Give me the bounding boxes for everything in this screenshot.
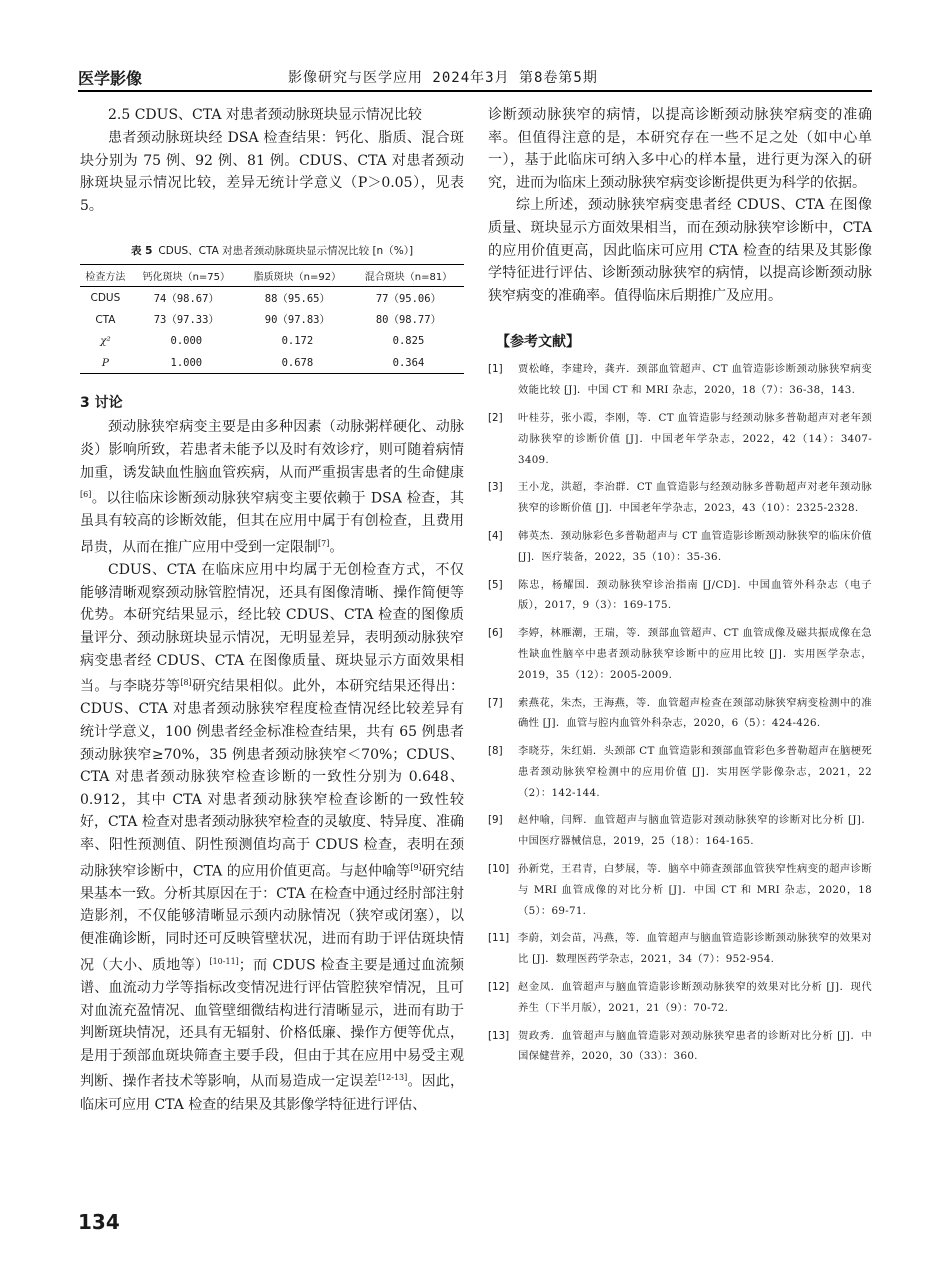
reference-text: 叶桂芬，张小霞，李刚，等．CT 血管造影与经颈动脉多普勒超声对老年颈动脉狭窄的诊断价值 [J]．中国老年学杂志，2022，42（14）：3407-3409. <box>518 411 872 466</box>
reference-text: 李婷，林雁潮，王瑞，等．颈部血管超声、CT 血管成像及磁共振成像在急性缺血性脑卒中患者颈动脉狭窄诊断中的应用比较 [J]．实用医学杂志，2019，35（12）：2005-2009. <box>518 627 872 681</box>
table-cell: 90（97.83） <box>264 314 331 327</box>
reference-item <box>488 623 872 685</box>
reference-item <box>488 477 872 519</box>
reference-number: [3] <box>488 481 503 494</box>
table-5 <box>80 264 464 374</box>
citation[interactable]: [7] <box>318 539 330 548</box>
reference-item <box>488 810 872 852</box>
table-row <box>80 352 464 374</box>
table-cell: 0.364 <box>392 356 425 369</box>
table-cell: 0.172 <box>281 335 314 348</box>
reference-number: [12] <box>488 981 510 994</box>
table-cell: 1.000 <box>170 356 203 369</box>
reference-item <box>488 526 872 568</box>
table-cell: 0.000 <box>170 335 203 348</box>
reference-item <box>488 693 872 735</box>
reference-text: 索燕花，朱杰，王海燕，等．血管超声检查在颈部动脉狭窄病变检测中的准确性 [J]．血管与腔内血管外科杂志，2020，6（5）：424-426. <box>518 696 872 730</box>
page-number: 134 <box>78 1210 120 1234</box>
table-cell: P <box>101 356 109 369</box>
reference-item <box>488 928 872 970</box>
table-cell: 73（97.33） <box>153 314 219 327</box>
table-header-cell: 检查方法 <box>80 265 131 287</box>
table-cell: 0.678 <box>281 356 314 369</box>
right-column <box>488 104 872 1074</box>
reference-number: [11] <box>488 932 510 945</box>
discussion-paragraph-2: CDUS、CTA 在临床应用中均属于无创检查方式，不仅能够清晰观察颈动脉管腔情况，还具有图像清晰、操作简便等优势。本研究结果显示，经比较 CDUS、CTA 检查的图像质量评分、颈动脉斑块显示情况，无明显差异，表明颈动脉狭窄病变患者经 CDUS、CTA 在图像质量、斑块显示方面效果相当。与李晓芬等[8]研究结果相似。此外，本研究结果还得出：CDUS、CTA 对患者颈动脉狭窄程度检查情况经比较差异有统计学意义，100 例患者经金标准检查结果，共有 65 例患者颈动脉狭窄≥70%，35 例患者颈动脉狭窄＜70%；CDUS、CTA 对患者颈动脉狭窄检查诊断的一致性分别为 0.648、0.912，其中 CTA 对患者颈动脉狭窄检查诊断的一致性较好，CTA 检查对患者颈动脉狭窄检查的灵敏度、特异度、准确率、阳性预测值、阴性预测值均高于 CDUS 检查，表明在颈动脉狭窄诊断中，CTA 的应用价值更高。与赵仲喻等[9]研究结果基本一致。分析其原因在于：CTA 在检查中通过经肘部注射造影剂，不仅能够清晰显示颈内动脉情况（狭窄或闭塞），以便准确诊断，同时还可反映管壁状况，进而有助于评估斑块情况（大小、质地等）[10-11]；而 CDUS 检查主要是通过血流频谱、血流动力学等指标改变情况进行评估管腔狭窄情况，且可对血流充盈情况、血管壁细微结构进行清晰显示，进而有助于判断斑块情况，还具有无辐射、价格低廉、操作方便等优点，是用于颈部血斑块筛查主要手段，但由于其在应用中易受主观判断、操作者技术等影响，从而易造成一定误差[12-13]。因此，临床可应用 CTA 检查的结果及其影像学特征进行评估、 <box>80 562 465 1113</box>
reference-number: [4] <box>488 529 503 542</box>
citation[interactable]: [9] <box>410 862 422 872</box>
section-2-5-paragraph: 患者颈动脉斑块经 DSA 检查结果：钙化、脂质、混合斑块分别为 75 例、92 例、81 例。CDUS、CTA 对患者颈动脉斑块显示情况比较，差异无统计学意义（P＞0.05），见表 5。 <box>80 130 464 214</box>
table-cell: CTA <box>95 313 116 326</box>
reference-number: [2] <box>488 411 503 424</box>
table-header-row <box>80 265 464 287</box>
reference-number: [7] <box>488 696 503 709</box>
citation[interactable]: [10-11] <box>209 956 239 966</box>
reference-text: 陈忠，杨耀国．颈动脉狭窄诊治指南 [J/CD]．中国血管外科杂志（电子版），2017，9（3）：169-175. <box>518 578 872 612</box>
table-cell: 88（95.65） <box>264 292 331 305</box>
table-5-label: 表 5 <box>130 245 153 258</box>
table-header-cell: 钙化斑块（n=75） <box>131 265 242 287</box>
discussion-paragraph-3: 诊断颈动脉狭窄的病情，以提高诊断颈动脉狭窄病变的准确率。但值得注意的是，本研究存在一些不足之处（如中心单一），基于此临床可纳入多中心的样本量，进行更为深入的研究，进而为临床上颈动脉狭窄病变诊断提供更为科学的依据。 <box>488 107 872 191</box>
reference-text: 王小龙，洪超，李治群．CT 血管造影与经颈动脉多普勒超声对老年颈动脉狭窄的诊断价值 [J]．中国老年学杂志，2023，43（10）：2325-2328. <box>518 481 872 515</box>
discussion-paragraph-1: 颈动脉狭窄病变主要是由多种因素（动脉粥样硬化、动脉炎）影响所致，若患者未能予以及时有效诊疗，则可随着病情加重，诱发缺血性脑血管疾病，从而严重损害患者的生命健康[6]。以往临床诊断颈动脉狭窄病变主要依赖于 DSA 检查，其虽具有较高的诊断效能，但其在应用中属于有创检查，且费用昂贵，从而在推广应用中受到一定限制[7]。 <box>80 419 464 556</box>
reference-text: 李蔚，刘会苗，冯燕，等．血管超声与脑血管造影诊断颈动脉狭窄的效果对比 [J]．数理医药学杂志，2021，34（7）：952-954. <box>518 932 872 966</box>
section-2-5-title: 2.5 CDUS、CTA 对患者颈动脉斑块显示情况比较 <box>108 107 422 123</box>
journal-issue-info: 影像研究与医学应用 2024年3月 第8卷第5期 <box>288 70 598 86</box>
reference-text: 赵金凤．血管超声与脑血管造影诊断颈动脉狭窄的效果对比分析 [J]．现代养生（下半月版），2021，21（9）：70-72. <box>518 981 872 1014</box>
reference-number: [1] <box>488 363 503 376</box>
table-cell: 77（95.06） <box>375 292 442 305</box>
table-5-title: CDUS、CTA 对患者颈动脉斑块显示情况比较 [n（%）] <box>158 245 414 258</box>
citation[interactable]: [8] <box>180 678 192 688</box>
table-cell: 74（98.67） <box>153 292 219 305</box>
reference-text: 贺政秀．血管超声与脑血管造影对颈动脉狭窄患者的诊断对比分析 [J]．中国保健营养，2020，30（33）：360. <box>518 1029 872 1063</box>
citation[interactable]: [6] <box>80 490 92 500</box>
table-5-caption <box>80 243 464 258</box>
table-header-cell: 混合斑块（n=81） <box>353 265 464 287</box>
page-header <box>78 64 872 92</box>
table-cell: 80（98.77） <box>375 314 442 327</box>
reference-item <box>488 741 872 803</box>
reference-text: 韩英杰．颈动脉彩色多普勒超声与 CT 血管造影诊断颈动脉狭窄的临床价值 [J]．医疗装备，2022，35（10）：35-36. <box>518 529 872 563</box>
reference-text: 贾松峰，李建玲，龚卉．颈部血管超声、CT 血管造影诊断颈动脉狭窄病变效能比较 [J]．中国 CT 和 MRI 杂志，2020，18（7）：36-38，143. <box>518 363 872 397</box>
reference-number: [5] <box>488 578 503 591</box>
references-title: 【参考文献】 <box>496 334 580 351</box>
table-row <box>80 330 464 352</box>
reference-item <box>488 859 872 921</box>
left-column <box>80 104 464 1116</box>
conclusion-paragraph: 综上所述，颈动脉狭窄病变患者经 CDUS、CTA 在图像质量、斑块显示方面效果相当，而在颈动脉狭窄诊断中，CTA 的应用价值更高，因此临床可应用 CTA 检查的结果及其影像学特征进行评估、诊断颈动脉狭窄的病情，以提高诊断颈动脉狭窄病变的准确率。值得临床后期推广及应用。 <box>488 197 872 304</box>
reference-text: 李晓芬，朱红娟．头颈部 CT 血管造影和颈部血管彩色多普勒超声在脑梗死患者颈动脉狭窄检测中的应用价值 [J]．实用医学影像杂志，2021，22（2）：142-144. <box>518 745 872 799</box>
table-header-cell: 脂质斑块（n=92） <box>242 265 353 287</box>
reference-item <box>488 359 872 401</box>
reference-list <box>488 359 872 1067</box>
table-cell: 0.825 <box>392 335 425 348</box>
reference-item <box>488 408 872 470</box>
reference-item <box>488 1026 872 1068</box>
reference-number: [8] <box>488 745 503 758</box>
reference-item <box>488 575 872 617</box>
table-cell: χ² <box>100 335 111 348</box>
table-row <box>80 309 464 331</box>
reference-text: 赵仲喻，闫辉．血管超声与脑血管造影对颈动脉狭窄的诊断对比分析 [J]．中国医疗器械信息，2019，25（18）：164-165. <box>518 814 872 848</box>
reference-text: 孙新党，王君青，白梦展，等．脑卒中筛查颈部血管狭窄性病变的超声诊断与 MRI 血管成像的对比分析 [J]．中国 CT 和 MRI 杂志，2020，18（5）：69-71. <box>518 863 872 917</box>
table-cell: CDUS <box>90 292 121 305</box>
citation[interactable]: [12-13] <box>377 1073 408 1083</box>
reference-number: [9] <box>488 814 503 827</box>
reference-item <box>488 977 872 1019</box>
reference-number: [6] <box>488 627 503 640</box>
journal-section-label: 医学影像 <box>78 69 143 88</box>
section-3-title: 3 讨论 <box>80 395 123 412</box>
reference-number: [10] <box>488 863 510 876</box>
reference-number: [13] <box>488 1029 510 1042</box>
table-row <box>80 287 464 309</box>
